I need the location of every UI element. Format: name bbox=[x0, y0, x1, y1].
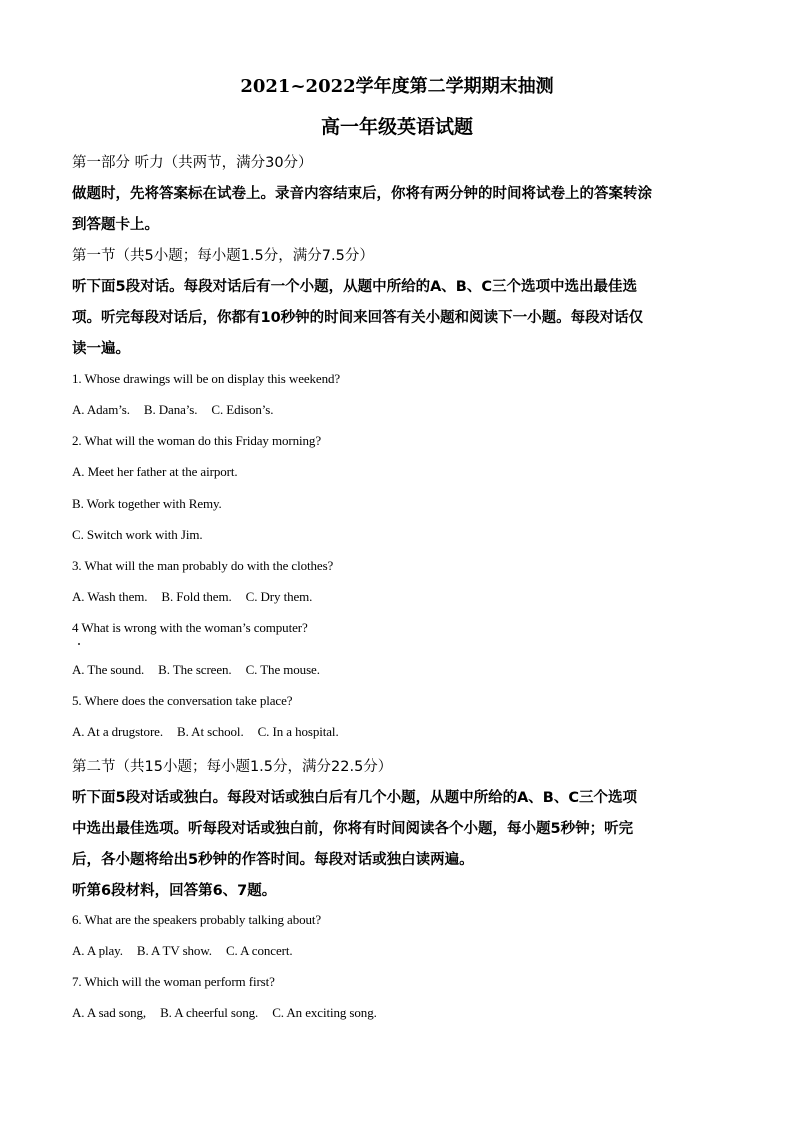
question-1: 1. Whose drawings will be on display this weekend? bbox=[72, 371, 341, 386]
question-6-options bbox=[72, 943, 307, 959]
q7-option-b: B. A cheerful song. bbox=[160, 1005, 259, 1020]
q4-option-c: C. The mouse. bbox=[245, 662, 320, 677]
exam-title: 2021~2022学年度第二学期期末抽测 bbox=[240, 76, 554, 97]
q2-option-b: B. Work together with Remy. bbox=[72, 496, 222, 511]
q7-option-c: C. An exciting song. bbox=[272, 1005, 377, 1020]
part1-instruction-line-2: 到答题卡上。 bbox=[72, 217, 159, 233]
part1-instruction-line-1: 做题时，先将答案标在试卷上。录音内容结束后，你将有两分钟的时间将试卷上的答案转涂 bbox=[72, 186, 652, 202]
question-2: 2. What will the woman do this Friday morning? bbox=[72, 433, 321, 448]
q1-option-a: A. Adam’s. bbox=[72, 402, 130, 417]
section2-instruction-line-3: 后，各小题将给出5秒钟的作答时间。每段对话或独白读两遍。 bbox=[72, 852, 474, 868]
q6-option-a: A. A play. bbox=[72, 943, 123, 958]
q4-option-a: A. The sound. bbox=[72, 662, 145, 677]
q3-option-a: A. Wash them. bbox=[72, 589, 148, 604]
question-1-options bbox=[72, 402, 287, 418]
section1-heading: 第一节（共5小题；每小题1.5分，满分7.5分） bbox=[72, 248, 374, 264]
q7-option-a: A. A sad song, bbox=[72, 1005, 147, 1020]
part1-heading: 第一部分 听力（共两节，满分30分） bbox=[72, 155, 313, 171]
question-7-options bbox=[72, 1005, 391, 1021]
q5-option-b: B. At school. bbox=[177, 724, 244, 739]
question-4: 4 What is wrong with the woman’s computer? bbox=[72, 620, 308, 635]
section1-instruction-line-3: 读一遍。 bbox=[72, 341, 130, 357]
q4-option-b: B. The screen. bbox=[158, 662, 232, 677]
q5-option-c: C. In a hospital. bbox=[257, 724, 339, 739]
q2-option-c: C. Switch work with Jim. bbox=[72, 527, 203, 542]
question-5: 5. Where does the conversation take place? bbox=[72, 693, 293, 708]
question-4-options bbox=[72, 662, 334, 678]
q1-option-c: C. Edison’s. bbox=[211, 402, 274, 417]
question-7: 7. Which will the woman perform first? bbox=[72, 974, 275, 989]
question-6: 6. What are the speakers probably talking about? bbox=[72, 912, 322, 927]
q3-option-b: B. Fold them. bbox=[161, 589, 232, 604]
section2-instruction-line-1: 听下面5段对话或独白。每段对话或独白后有几个小题，从题中所给的A、B、C三个选项 bbox=[72, 790, 638, 806]
section1-instruction-line-1: 听下面5段对话。每段对话后有一个小题，从题中所给的A、B、C三个选项中选出最佳选 bbox=[72, 279, 638, 295]
question-3-options bbox=[72, 589, 326, 605]
q2-option-a: A. Meet her father at the airport. bbox=[72, 464, 238, 479]
q5-option-a: A. At a drugstore. bbox=[72, 724, 163, 739]
q6-option-b: B. A TV show. bbox=[136, 943, 212, 958]
question-3: 3. What will the man probably do with the clothes? bbox=[72, 558, 334, 573]
question-5-options bbox=[72, 724, 353, 740]
material-6-heading: 听第6段材料，回答第6、7题。 bbox=[72, 883, 277, 899]
q3-option-c: C. Dry them. bbox=[245, 589, 313, 604]
section2-instruction-line-2: 中选出最佳选项。听每段对话或独白前，你将有时间阅读各个小题，每小题5秒钟；听完 bbox=[72, 821, 634, 837]
exam-subtitle: 高一年级英语试题 bbox=[320, 116, 473, 138]
q1-option-b: B. Dana’s. bbox=[143, 402, 198, 417]
section2-heading: 第二节（共15小题；每小题1.5分，满分22.5分） bbox=[72, 759, 393, 775]
section1-instruction-line-2: 项。听完每段对话后，你都有10秒钟的时间来回答有关小题和阅读下一小题。每段对话仅 bbox=[72, 310, 644, 326]
stray-dot bbox=[78, 643, 80, 645]
q6-option-c: C. A concert. bbox=[225, 943, 293, 958]
